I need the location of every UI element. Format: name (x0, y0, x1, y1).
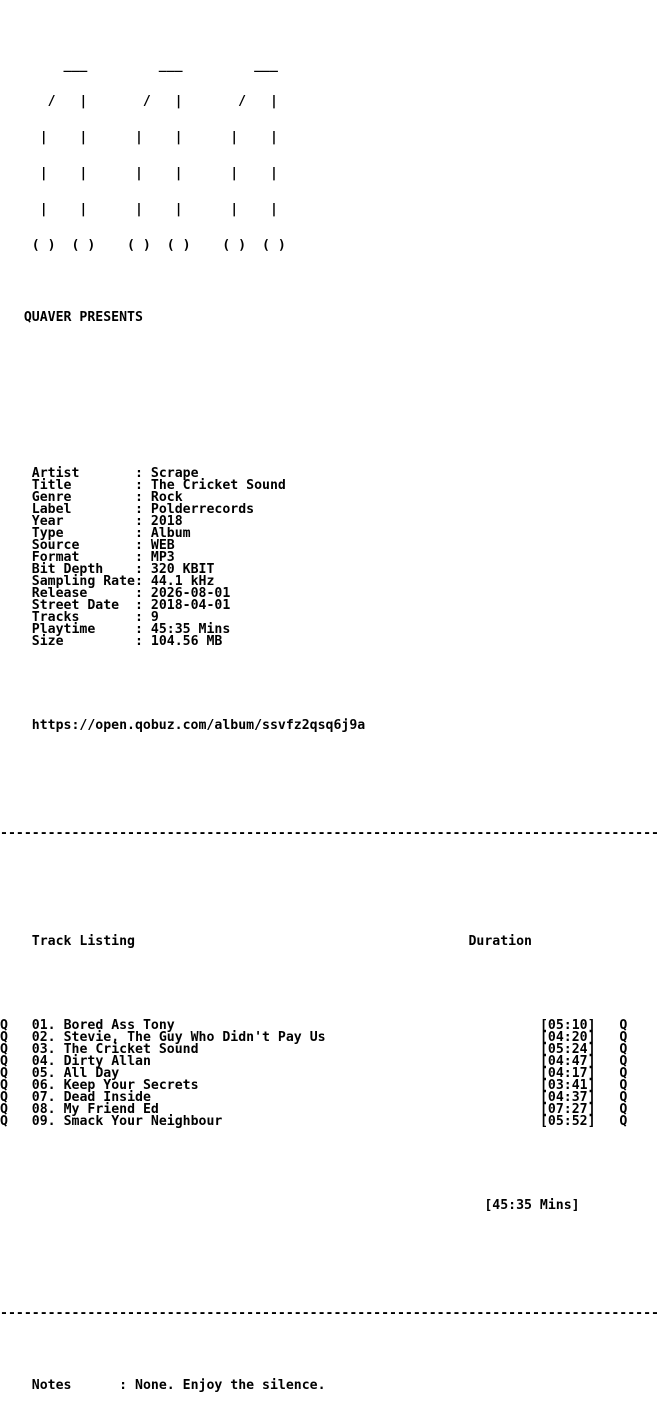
info-value: Rock (150, 490, 183, 505)
info-value: 2026-08-01 (150, 586, 231, 601)
info-row: Playtime : 45:35 Mins (31, 622, 231, 637)
info-value: 320 KBIT (150, 562, 215, 577)
info-key: Size (31, 634, 135, 649)
info-value: Scrape (150, 466, 199, 481)
track-duration: [04:17] (539, 1066, 596, 1081)
blank-line (0, 1236, 648, 1248)
info-key: Year (31, 514, 135, 529)
track-duration: [03:41] (539, 1078, 596, 1093)
logo-line: / | / | / | (0, 94, 278, 109)
info-value: 44.1 kHz (150, 574, 215, 589)
logo-line: ___ ___ ___ (0, 58, 278, 73)
info-row: Format : MP3 (31, 550, 175, 565)
track-number: 04. (31, 1054, 56, 1069)
notes-key: Notes (31, 1378, 120, 1393)
track-number: 05. (31, 1066, 56, 1081)
track-list (0, 1020, 648, 1128)
track-title: My Friend Ed (63, 1102, 159, 1117)
info-key: Format (31, 550, 135, 565)
logo-line: | | | | | | (0, 166, 278, 181)
info-row: Tracks : 9 (31, 610, 159, 625)
info-row: Label : Polderrecords (31, 502, 255, 517)
blank-line (0, 684, 648, 696)
track-marker-left: Q (0, 1042, 8, 1057)
track-title: The Cricket Sound (63, 1042, 199, 1057)
blank-line (0, 276, 648, 288)
track-duration: [05:24] (539, 1042, 596, 1057)
track-marker-right: Q (619, 1066, 628, 1081)
tracklist-heading-line (0, 936, 648, 948)
track-marker-left: Q (0, 1114, 8, 1129)
track-marker-left: Q (0, 1102, 8, 1117)
info-row: Bit Depth : 320 KBIT (31, 562, 215, 577)
presents-line (0, 312, 648, 324)
track-marker-right: Q (619, 1090, 628, 1105)
track-marker-left: Q (0, 1078, 8, 1093)
info-key: Artist (31, 466, 135, 481)
url-line (0, 720, 648, 732)
info-row: Sampling Rate: 44.1 kHz (31, 574, 215, 589)
track-duration: [05:52] (539, 1114, 596, 1129)
info-block (0, 468, 648, 648)
logo-line: | | | | | | (0, 202, 278, 217)
blank-line (0, 792, 648, 804)
info-key: Genre (31, 490, 135, 505)
track-marker-right: Q (619, 1102, 628, 1117)
info-row: Source : WEB (31, 538, 175, 553)
track-number: 01. (31, 1018, 56, 1033)
track-duration: [05:10] (539, 1018, 596, 1033)
logo-line: ( ) ( ) ( ) ( ) ( ) ( ) (0, 238, 286, 253)
album-url: https://open.qobuz.com/album/ssvfz2qsq6j9a (31, 718, 366, 733)
track-number: 09. (31, 1114, 56, 1129)
info-value: 2018 (150, 514, 183, 529)
track-marker-right: Q (619, 1018, 628, 1033)
separator-line: ----------------------------------------------------------------------------------- (0, 1306, 659, 1321)
track-marker-right: Q (619, 1030, 628, 1045)
logo-line: | | | | | | (0, 130, 278, 145)
info-key: Bit Depth (31, 562, 135, 577)
blank-line (0, 348, 648, 360)
info-row: Artist : Scrape (31, 466, 199, 481)
info-key: Label (31, 502, 135, 517)
logo-line (0, 24, 648, 36)
track-duration: [04:47] (539, 1054, 596, 1069)
info-key: Type (31, 526, 135, 541)
blank-line (0, 864, 648, 876)
track-duration: [04:20] (539, 1030, 596, 1045)
track-number: 07. (31, 1090, 56, 1105)
info-row: Genre : Rock (31, 490, 183, 505)
info-row: Release : 2026-08-01 (31, 586, 231, 601)
track-marker-left: Q (0, 1030, 8, 1045)
info-value: 2018-04-01 (150, 598, 231, 613)
track-title: All Day (63, 1066, 120, 1081)
info-row: Title : The Cricket Sound (31, 478, 286, 493)
info-key: Release (31, 586, 135, 601)
blank-line (0, 756, 648, 768)
info-value: 45:35 Mins (150, 622, 231, 637)
track-duration: [07:27] (539, 1102, 596, 1117)
track-marker-right: Q (619, 1042, 628, 1057)
blank-line (0, 1344, 648, 1356)
track-row (0, 1116, 648, 1128)
notes-line: Notes : None. Enjoy the silence. (31, 1378, 326, 1393)
total-duration: [45:35 Mins] (484, 1198, 580, 1213)
track-marker-left: Q (0, 1018, 8, 1033)
tracklist-heading: Track Listing (31, 934, 135, 949)
blank-line (0, 1272, 648, 1284)
track-title: Keep Your Secrets (63, 1078, 199, 1093)
info-value: Album (150, 526, 191, 541)
track-marker-right: Q (619, 1054, 628, 1069)
blank-line (0, 420, 648, 432)
track-title: Bored Ass Tony (63, 1018, 175, 1033)
track-marker-left: Q (0, 1054, 8, 1069)
track-title: Dead Inside (63, 1090, 151, 1105)
track-marker-left: Q (0, 1066, 8, 1081)
info-row: Size : 104.56 MB (31, 634, 223, 649)
track-number: 02. (31, 1030, 56, 1045)
presents-title: QUAVER PRESENTS (23, 310, 143, 325)
blank-line (0, 972, 648, 984)
track-marker-right: Q (619, 1114, 628, 1129)
info-row: Year : 2018 (31, 514, 183, 529)
info-value: The Cricket Sound (150, 478, 286, 493)
separator-line: ----------------------------------------------------------------------------------- (0, 826, 659, 841)
track-title: Stevie, The Guy Who Didn't Pay Us (63, 1030, 326, 1045)
info-value: WEB (150, 538, 175, 553)
info-value: MP3 (150, 550, 175, 565)
track-number: 06. (31, 1078, 56, 1093)
info-key: Sampling Rate (31, 574, 135, 589)
track-marker-right: Q (619, 1078, 628, 1093)
info-value: Polderrecords (150, 502, 255, 517)
info-row: Type : Album (31, 526, 191, 541)
info-row: Street Date : 2018-04-01 (31, 598, 231, 613)
track-duration: [04:37] (539, 1090, 596, 1105)
info-key: Title (31, 478, 135, 493)
info-value: 104.56 MB (150, 634, 223, 649)
notes-value: None. Enjoy the silence. (135, 1378, 326, 1393)
blank-line (0, 1164, 648, 1176)
track-marker-left: Q (0, 1090, 8, 1105)
info-key: Source (31, 538, 135, 553)
info-key: Playtime (31, 622, 135, 637)
track-title: Dirty Allan (63, 1054, 151, 1069)
info-value: 9 (150, 610, 159, 625)
track-number: 03. (31, 1042, 56, 1057)
blank-line (0, 900, 648, 912)
track-title: Smack Your Neighbour (63, 1114, 223, 1129)
info-key: Street Date (31, 598, 135, 613)
duration-heading: Duration (468, 934, 532, 949)
track-number: 08. (31, 1102, 56, 1117)
info-key: Tracks (31, 610, 135, 625)
total-line (0, 1200, 648, 1212)
blank-line (0, 384, 648, 396)
